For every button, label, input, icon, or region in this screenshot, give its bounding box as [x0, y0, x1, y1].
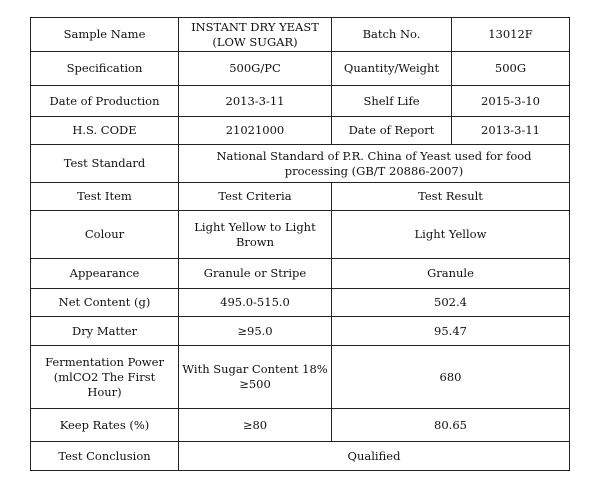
table-row	[31, 409, 570, 442]
test-standard-value: National Standard of P.R. China of Yeast used for food processing (GB/T 20886-2007)	[179, 145, 570, 183]
test-conclusion-value: Qualified	[179, 442, 570, 471]
test-result: Light Yellow	[332, 211, 570, 259]
test-item: Appearance	[31, 259, 179, 289]
specification-value: 500G/PC	[179, 52, 332, 86]
test-criteria: 495.0-515.0	[179, 289, 332, 317]
test-criteria: ≥95.0	[179, 317, 332, 346]
test-report-table	[30, 17, 570, 471]
date-of-report-value: 2013-3-11	[452, 117, 570, 145]
table-header-row	[31, 183, 570, 211]
quantity-weight-value: 500G	[452, 52, 570, 86]
date-of-production-value: 2013-3-11	[179, 86, 332, 117]
table-row	[31, 52, 570, 86]
date-of-production-label: Date of Production	[31, 86, 179, 117]
batch-value: 13012F	[452, 18, 570, 52]
hs-code-label: H.S. CODE	[31, 117, 179, 145]
test-result: 95.47	[332, 317, 570, 346]
test-result: 80.65	[332, 409, 570, 442]
table-row	[31, 18, 570, 52]
table-row	[31, 346, 570, 409]
test-criteria-header: Test Criteria	[179, 183, 332, 211]
shelf-life-value: 2015-3-10	[452, 86, 570, 117]
batch-label: Batch No.	[332, 18, 452, 52]
test-item-header: Test Item	[31, 183, 179, 211]
specification-label: Specification	[31, 52, 179, 86]
table-row	[31, 211, 570, 259]
test-result: Granule	[332, 259, 570, 289]
date-of-report-label: Date of Report	[332, 117, 452, 145]
test-item: Colour	[31, 211, 179, 259]
sample-name-value: INSTANT DRY YEAST (LOW SUGAR)	[179, 18, 332, 52]
table-row	[31, 117, 570, 145]
table-row	[31, 259, 570, 289]
test-standard-label: Test Standard	[31, 145, 179, 183]
table-row	[31, 442, 570, 471]
test-item: Fermentation Power (mlCO2 The First Hour)	[31, 346, 179, 409]
test-criteria: Light Yellow to Light Brown	[179, 211, 332, 259]
hs-code-value: 21021000	[179, 117, 332, 145]
test-item: Net Content (g)	[31, 289, 179, 317]
test-item: Keep Rates (%)	[31, 409, 179, 442]
test-item: Dry Matter	[31, 317, 179, 346]
test-result: 680	[332, 346, 570, 409]
test-conclusion-label: Test Conclusion	[31, 442, 179, 471]
table-row	[31, 289, 570, 317]
table-row	[31, 145, 570, 183]
table-row	[31, 317, 570, 346]
sample-name-label: Sample Name	[31, 18, 179, 52]
table-row	[31, 86, 570, 117]
test-result-header: Test Result	[332, 183, 570, 211]
test-criteria: ≥80	[179, 409, 332, 442]
test-criteria: Granule or Stripe	[179, 259, 332, 289]
quantity-weight-label: Quantity/Weight	[332, 52, 452, 86]
test-criteria: With Sugar Content 18% ≥500	[179, 346, 332, 409]
test-result: 502.4	[332, 289, 570, 317]
shelf-life-label: Shelf Life	[332, 86, 452, 117]
